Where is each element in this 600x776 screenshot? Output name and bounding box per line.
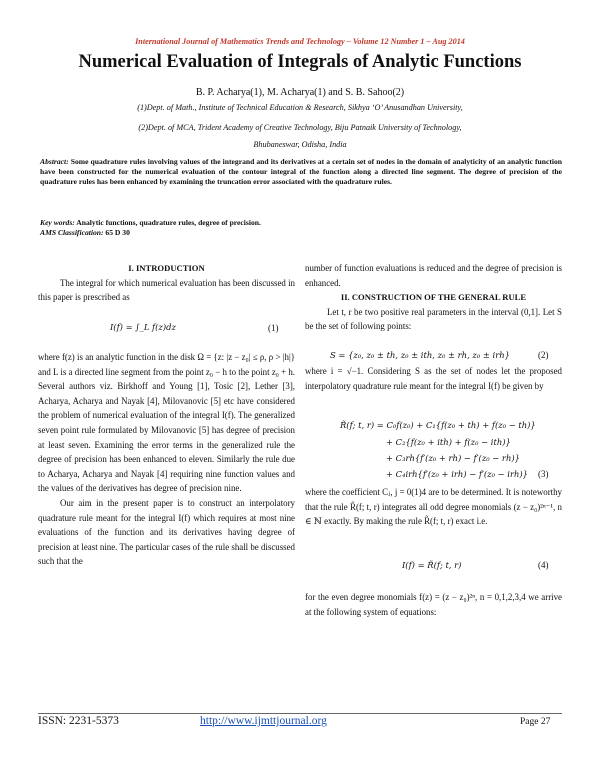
construction-paragraph-1: Let t, r be two positive real parameters in the interval (0,1]. Let S be the set of following points:	[305, 306, 562, 332]
construction-paragraph-4: for the even degree monomials f(z) = (z − z₀)²ⁿ, n = 0,1,2,3,4 we arrive at the following system of equations:	[305, 592, 562, 617]
equation-4: I(f) = R̃(f; t, r)	[402, 560, 462, 570]
left-column-body	[38, 350, 295, 569]
keywords-block	[40, 218, 562, 238]
right-column-para-3	[305, 590, 562, 619]
equation-1: I(f) = ∫_L f(z)dz	[110, 322, 176, 332]
intro-paragraph-3: Our aim in the present paper is to construct an interpolatory quadrature rule meant for the integral I(f) which requires at most nine evaluations of the function and its derivatives having degree of precision at least nine. The particular cases of the rule shall be discussed such that the	[38, 497, 295, 567]
intro-paragraph-1: The integral for which numerical evaluation has been discussed in this paper is prescribed as	[38, 277, 295, 303]
keywords-label: Key words:	[40, 218, 75, 227]
intro-paragraph-2: where f(z) is an analytic function in the disk Ω = {z: |z − z₀| ≤ ρ, ρ > |h|} and L is a directed line segment from the point z₀ − h to the point z₀ + h. Several authors viz. Birkhoff and Young [1], Tosic [2], Lether [3], Acharya, Acharya and Nayak [4], Milovanovic [5] etc have considered the problem of numerical evaluation of the integral I(f). The generalized seven point rule formulated by Milovanovic [5] has degree of precision at least seven. Examining the error terms in the generalized rule the degree of precision has been enhanced to eleven. Similarly the rule due to Acharya, Acharya and Nayak [4] requiring nine function values and the values of the derivatives has degree of precision nine.	[38, 352, 295, 494]
section-heading-construction: II. CONSTRUCTION OF THE GENERAL RULE	[340, 292, 527, 303]
journal-header: International Journal of Mathematics Trends and Technology – Volume 12 Number 1 – Aug 2014	[135, 37, 465, 46]
footer-divider	[38, 713, 562, 714]
right-column-para-2	[305, 485, 562, 529]
ams-text: 65 D 30	[103, 228, 130, 237]
equation-2: S = {z₀, z₀ ± th, z₀ ± ith, z₀ ± rh, z₀ ± irh}	[330, 350, 510, 360]
abstract-text: Some quadrature rules involving values of the integrand and its derivatives at a certain set of nodes in the domain of analyticity of an analytic function have been constructed for the numerical evaluation of the contour integral of the function along a directed line segment. The degree of precision of the quadrature rules has been enhanced by examining the truncation error associated with the quadrature rules.	[40, 157, 562, 187]
equation-3-number: (3)	[538, 469, 549, 479]
equation-2-number: (2)	[538, 350, 549, 360]
affiliation-2: (2)Dept. of MCA, Trident Academy of Creative Technology, Biju Patnaik University of Technology,	[138, 123, 462, 132]
equation-3-line-3: + C₃rh{f′(z₀ + rh) − f′(z₀ − rh)}	[386, 453, 520, 463]
page-number: Page 27	[520, 717, 551, 727]
affiliation-3: Bhubaneswar, Odisha, India	[253, 140, 347, 149]
equation-1-number: (1)	[268, 323, 279, 333]
intro-paragraph-4: number of function evaluations is reduced and the degree of precision is enhanced.	[305, 263, 562, 288]
right-column-para	[305, 364, 562, 393]
construction-paragraph-3: where the coefficient Cⱼ, j = 0(1)4 are to be determined. It is noteworthy that the rule R̃(f; t, r) integrates all odd degree monomials (z − z₀)²ⁿ⁻¹, n ∈ ℕ exactly. By making the rule R̃(f; t, r) exact i.e.	[305, 487, 562, 527]
ams-label: AMS Classification:	[40, 228, 104, 237]
equation-3-line-4: + C₄irh{f′(z₀ + irh) − f′(z₀ − irh)}	[386, 469, 528, 479]
section-heading-introduction: I. INTRODUCTION	[128, 263, 205, 273]
issn-label: ISSN: 2231-5373	[38, 715, 119, 727]
abstract	[40, 157, 562, 188]
equation-4-number: (4)	[538, 560, 549, 570]
paper-title: Numerical Evaluation of Integrals of Analytic Functions	[78, 52, 522, 72]
equation-3-line-1: R̃(f; t, r) = C₀f(z₀) + C₁{f(z₀ + th) + f(z₀ − th)}	[340, 420, 536, 430]
construction-paragraph-2: where i = √−1. Considering S as the set of nodes let the proposed interpolatory quadrature rule meant for the integral I(f) be given by	[305, 366, 562, 391]
journal-link[interactable]: http://www.ijmttjournal.org	[200, 715, 327, 727]
right-column	[305, 261, 562, 334]
equation-3-line-2: + C₂{f(z₀ + ith) + f(z₀ − ith)}	[386, 437, 511, 447]
abstract-label: Abstract:	[40, 157, 69, 166]
affiliation-1: (1)Dept. of Math., Institute of Technical Education & Research, Sikhya ‘O’ Anusandhan University,	[137, 103, 463, 112]
author-list: B. P. Acharya(1), M. Acharya(1) and S. B. Sahoo(2)	[195, 87, 405, 98]
keywords-text: Analytic functions, quadrature rules, degree of precision.	[74, 218, 261, 227]
left-column	[38, 261, 295, 305]
